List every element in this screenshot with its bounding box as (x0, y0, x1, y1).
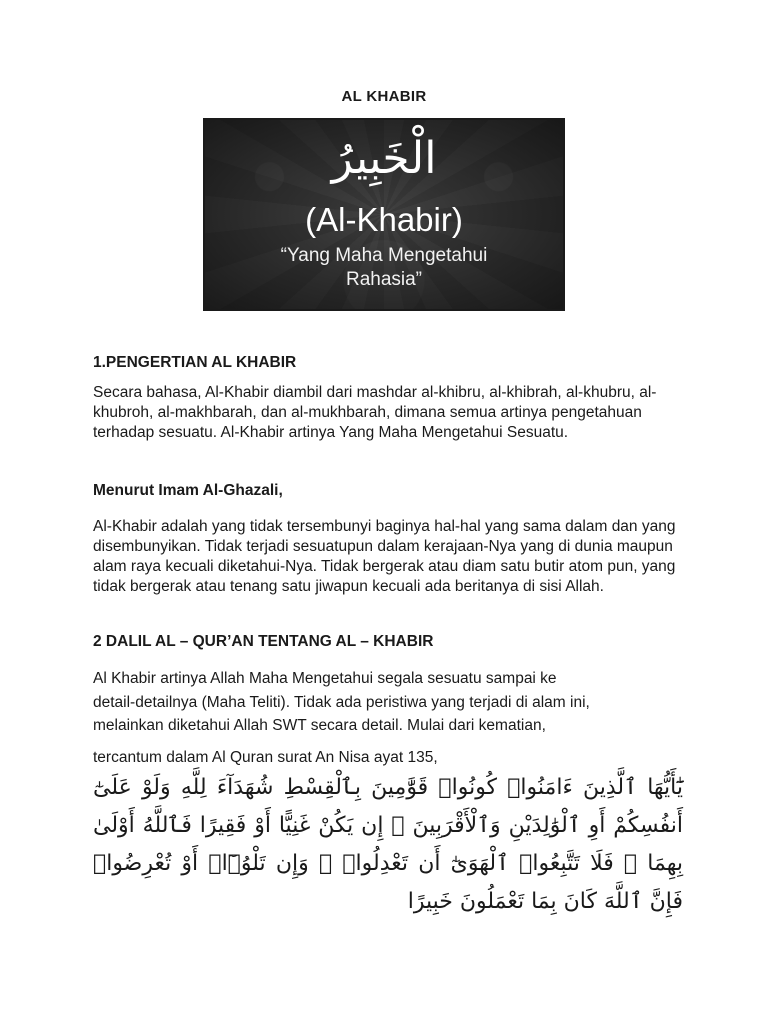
section-1-paragraph: Secara bahasa, Al-Khabir diambil dari mashdar al-khibru, al-khibrah, al-khubru, al-khubroh, al-makhbarah, dan al-mukhbarah, dimana semua artinya pengetahuan terhadap sesuatu. Al-Khabir artinya Yang Maha Mengetahui Sesuatu. (93, 384, 657, 441)
section-1-paragraph-2: Al-Khabir adalah yang tidak tersembunyi baginya hal-hal yang sama dalam dan yang disembunyikan. Tidak terjadi sesuatupun dalam kerajaan-Nya yang di dunia maupun alam raya kecuali diketahui-Nya. Tidak bergerak atau diam satu butir atom pun, yang tidak bergerak atau tenang satu jiwapun kecuali ada beritanya di sisi Allah. (93, 518, 676, 595)
quran-verse-an-nisa-135: يَٰٓأَيُّهَا ٱلَّذِينَ ءَامَنُوا۟ كُونُوا۟ قَوَّٰمِينَ بِٱلْقِسْطِ شُهَدَآءَ لِلَّهِ وَلَوْ عَلَىٰٓ أَنفُسِكُمْ أَوِ ٱلْوَٰلِدَيْنِ وَٱلْأَقْرَبِينَ ۚ إِن يَكُنْ غَنِيًّا أَوْ فَقِيرًا فَٱللَّهُ أَوْلَىٰ بِهِمَا ۖ فَلَا تَتَّبِعُوا۟ ٱلْهَوَىٰٓ أَن تَعْدِلُوا۟ ۚ وَإِن تَلْوُۥٓا۟ أَوْ تُعْرِضُوا۟ فَإِنَّ ٱللَّهَ كَانَ بِمَا تَعْمَلُونَ خَبِيرًا (93, 775, 683, 914)
section-1-subheading: Menurut Imam Al-Ghazali, (93, 482, 283, 499)
section-1-heading: 1.PENGERTIAN AL KHABIR (93, 354, 297, 371)
section-2-line-4: tercantum dalam Al Quran surat An Nisa ayat 135, (93, 749, 438, 766)
section-2-line-3: melainkan diketahui Allah SWT secara detail. Mulai dari kematian, (93, 717, 546, 734)
banner-quote (205, 244, 563, 292)
banner-arabic-text: الْخَبِيرُ (331, 133, 437, 184)
section-2-line-2: detail-detailnya (Maha Teliti). Tidak ada peristiwa yang terjadi di alam ini, (93, 694, 590, 711)
banner-latin-text: (Al-Khabir) (305, 201, 463, 238)
section-2-line-1: Al Khabir artinya Allah Maha Mengetahui segala sesuatu sampai ke (93, 670, 557, 687)
banner-quote-line-1: “Yang Maha Mengetahui (280, 245, 488, 266)
al-khabir-banner-image (203, 118, 565, 311)
section-2-heading: 2 DALIL AL – QUR’AN TENTANG AL – KHABIR (93, 633, 434, 650)
document-title: AL KHABIR (341, 88, 427, 105)
banner-quote-line-2: Rahasia” (345, 269, 423, 290)
